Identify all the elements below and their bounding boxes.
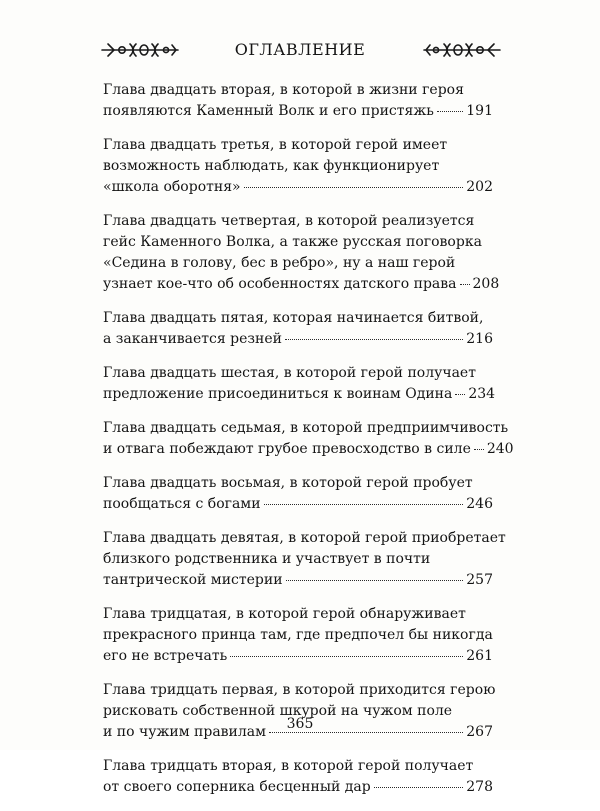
toc-entry[interactable]	[103, 211, 500, 295]
toc-entry-line: рисковать собственной шкурой на чужом поле	[103, 703, 453, 719]
table-of-contents	[103, 80, 514, 811]
toc-page-number: 202	[466, 179, 493, 195]
toc-entry-line: Глава двадцать восьмая, в которой герой пробует	[103, 475, 473, 491]
toc-entry[interactable]	[103, 80, 493, 122]
dot-leader	[264, 504, 464, 505]
toc-entry-line: Глава тридцатая, в которой герой обнаруживает	[103, 606, 466, 622]
toc-page-number: 208	[472, 276, 500, 292]
toc-page-number: 261	[466, 648, 493, 664]
toc-entry-line: прекрасного принца там, где предпочел бы никогда	[103, 627, 493, 643]
toc-entry-line: «школа оборотня»	[103, 179, 241, 195]
toc-entry-line: от своего соперника бесценный дар	[103, 779, 371, 795]
toc-entry-last-line	[103, 494, 493, 515]
dot-leader	[460, 284, 470, 285]
toc-entry[interactable]	[103, 604, 493, 667]
toc-entry[interactable]	[103, 528, 506, 591]
toc-entry[interactable]	[103, 135, 493, 198]
toc-entry-line: узнает кое-что об особенностях датского права	[103, 276, 457, 292]
dot-leader	[285, 339, 463, 340]
toc-entry-line: пообщаться с богами	[103, 496, 261, 512]
toc-entry-line: Глава двадцать шестая, в которой герой получает	[103, 365, 476, 381]
toc-entry-line: возможность наблюдать, как функционирует	[103, 158, 440, 174]
toc-title: ОГЛАВЛЕНИЕ	[234, 40, 366, 59]
toc-page-number: 267	[466, 724, 493, 740]
page-header	[0, 36, 600, 66]
dot-leader	[437, 111, 463, 112]
decorative-flourish-icon	[422, 40, 502, 60]
toc-entry-line: а заканчивается резней	[103, 331, 283, 347]
toc-entry-last-line	[103, 777, 493, 798]
toc-page-number: 257	[466, 572, 493, 588]
toc-entry-last-line	[103, 329, 493, 350]
toc-entry-line: тантрической мистерии	[103, 572, 283, 588]
toc-entry[interactable]	[103, 308, 493, 350]
toc-entry-line: Глава двадцать вторая, в которой в жизни героя	[103, 82, 464, 98]
toc-entry[interactable]	[103, 363, 496, 405]
dot-leader	[474, 449, 484, 450]
dot-leader	[286, 580, 464, 581]
toc-entry-line: появляются Каменный Волк и его пристяжь	[103, 103, 434, 119]
toc-entry-last-line	[103, 384, 496, 405]
toc-entry-line: предложение присоединиться к воинам Одина	[103, 386, 453, 402]
page-number: 365	[286, 716, 314, 732]
toc-page-number: 240	[486, 441, 514, 457]
dot-leader	[455, 394, 465, 395]
toc-entry-last-line	[103, 274, 500, 295]
toc-entry-last-line	[103, 101, 493, 122]
toc-entry-line: Глава двадцать пятая, которая начинается битвой,	[103, 310, 484, 326]
toc-entry[interactable]	[103, 418, 514, 460]
toc-entry-line: и по чужим правилам	[103, 724, 267, 740]
toc-page-number: 278	[466, 779, 493, 795]
toc-page-number: 234	[468, 386, 496, 402]
dot-leader	[244, 187, 464, 188]
toc-entry-line: Глава двадцать девятая, в которой герой приобретает	[103, 530, 506, 546]
toc-page-number: 246	[466, 496, 493, 512]
toc-entry-line: его не встречать	[103, 648, 228, 664]
toc-entry-last-line	[103, 439, 514, 460]
toc-entry-last-line	[103, 177, 493, 198]
toc-entry-last-line	[103, 570, 493, 591]
toc-entry-line: Глава двадцать четвертая, в которой реализуется	[103, 213, 475, 229]
toc-entry-last-line	[103, 646, 493, 667]
toc-page-number: 191	[466, 103, 493, 119]
toc-page-number: 216	[466, 331, 493, 347]
toc-entry-line: Глава двадцать третья, в которой герой имеет	[103, 137, 448, 153]
toc-entry-line: и отвага побеждают грубое превосходство в силе	[103, 441, 471, 457]
toc-entry-line: близкого родственника и участвует в почти	[103, 551, 431, 567]
toc-entry[interactable]	[103, 680, 496, 743]
dot-leader	[230, 656, 463, 657]
toc-entry-line: гейс Каменного Волка, а также русская поговорка	[103, 234, 482, 250]
toc-entry-line: Глава тридцать первая, в которой приходится герою	[103, 682, 496, 698]
toc-entry[interactable]	[103, 473, 493, 515]
toc-entry-line: Глава двадцать седьмая, в которой предприимчивость	[103, 420, 509, 436]
dot-leader	[374, 787, 464, 788]
toc-entry[interactable]	[103, 756, 493, 798]
dot-leader	[269, 732, 463, 733]
toc-entry-line: «Седина в голову, бес в ребро», ну а наш герой	[103, 255, 456, 271]
toc-entry-line: Глава тридцать вторая, в которой герой получает	[103, 758, 474, 774]
